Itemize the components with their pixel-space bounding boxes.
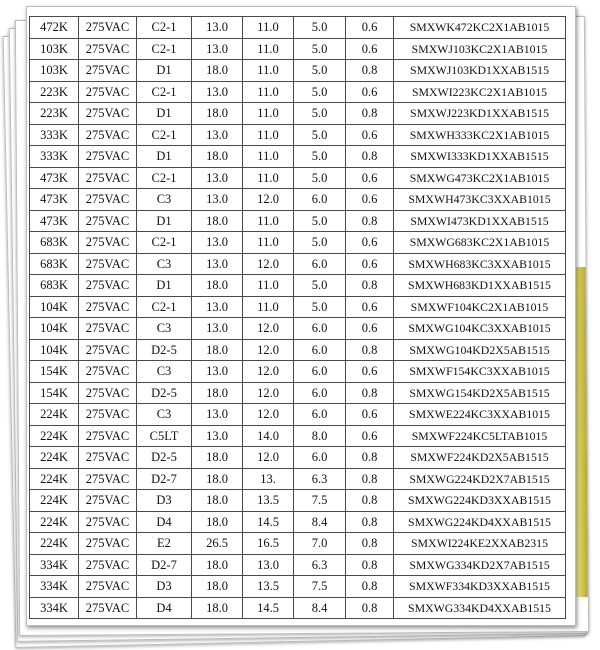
- dim-a-cell: 18.0: [192, 382, 243, 404]
- dim-c-cell: 6.0: [294, 189, 346, 211]
- dim-a-cell: 13.0: [192, 81, 243, 103]
- dim-b-cell: 12.0: [243, 404, 294, 426]
- dim-a-cell: 13.0: [192, 361, 243, 383]
- dim-b-cell: 16.5: [243, 533, 294, 555]
- capacitance-code-cell: 683K: [30, 253, 79, 275]
- table-row: [30, 490, 566, 512]
- capacitance-code-cell: 334K: [30, 576, 79, 598]
- part-number-cell: SMXWG334KD2X7AB1515: [394, 554, 566, 576]
- voltage-cell: 275VAC: [79, 339, 137, 361]
- dim-b-cell: 12.0: [243, 382, 294, 404]
- table-row: [30, 189, 566, 211]
- capacitance-code-cell: 154K: [30, 361, 79, 383]
- part-number-cell: SMXWG104KD2X5AB1515: [394, 339, 566, 361]
- voltage-cell: 275VAC: [79, 533, 137, 555]
- size-code-cell: C2-1: [137, 38, 192, 60]
- part-number-cell: SMXWF224KD2X5AB1515: [394, 447, 566, 469]
- table-row: [30, 38, 566, 60]
- dim-d-cell: 0.8: [346, 533, 394, 555]
- dim-c-cell: 6.0: [294, 382, 346, 404]
- part-number-cell: SMXWF104KC2X1AB1015: [394, 296, 566, 318]
- table-row: [30, 232, 566, 254]
- dim-a-cell: 26.5: [192, 533, 243, 555]
- dim-c-cell: 5.0: [294, 232, 346, 254]
- table-row: [30, 597, 566, 619]
- dim-d-cell: 0.6: [346, 81, 394, 103]
- dim-b-cell: 11.0: [243, 167, 294, 189]
- dim-d-cell: 0.8: [346, 103, 394, 125]
- dim-a-cell: 18.0: [192, 210, 243, 232]
- dim-a-cell: 18.0: [192, 275, 243, 297]
- size-code-cell: D2-5: [137, 339, 192, 361]
- size-code-cell: D1: [137, 275, 192, 297]
- capacitance-code-cell: 473K: [30, 167, 79, 189]
- size-code-cell: C5LT: [137, 425, 192, 447]
- dim-a-cell: 13.0: [192, 253, 243, 275]
- dim-d-cell: 0.8: [346, 468, 394, 490]
- voltage-cell: 275VAC: [79, 511, 137, 533]
- dim-d-cell: 0.6: [346, 232, 394, 254]
- dim-a-cell: 13.0: [192, 124, 243, 146]
- dim-b-cell: 11.0: [243, 124, 294, 146]
- dim-d-cell: 0.6: [346, 167, 394, 189]
- table-row: [30, 382, 566, 404]
- dim-a-cell: 18.0: [192, 146, 243, 168]
- dim-b-cell: 12.0: [243, 318, 294, 340]
- part-number-cell: SMXWH683KC3XXAB1015: [394, 253, 566, 275]
- dim-d-cell: 0.8: [346, 447, 394, 469]
- part-number-cell: SMXWG154KD2X5AB1515: [394, 382, 566, 404]
- size-code-cell: D2-5: [137, 447, 192, 469]
- voltage-cell: 275VAC: [79, 60, 137, 82]
- dim-d-cell: 0.6: [346, 189, 394, 211]
- size-code-cell: C3: [137, 404, 192, 426]
- spec-table-body: [30, 17, 566, 619]
- part-number-cell: SMXWG683KC2X1AB1015: [394, 232, 566, 254]
- part-number-cell: SMXWF334KD3XXAB1515: [394, 576, 566, 598]
- voltage-cell: 275VAC: [79, 103, 137, 125]
- voltage-cell: 275VAC: [79, 38, 137, 60]
- table-row: [30, 511, 566, 533]
- voltage-cell: 275VAC: [79, 253, 137, 275]
- dim-c-cell: 8.0: [294, 425, 346, 447]
- dim-b-cell: 14.0: [243, 425, 294, 447]
- table-row: [30, 554, 566, 576]
- dim-a-cell: 18.0: [192, 511, 243, 533]
- part-number-cell: SMXWH333KC2X1AB1015: [394, 124, 566, 146]
- capacitance-code-cell: 154K: [30, 382, 79, 404]
- dim-a-cell: 13.0: [192, 167, 243, 189]
- voltage-cell: 275VAC: [79, 554, 137, 576]
- dim-a-cell: 13.0: [192, 425, 243, 447]
- capacitance-code-cell: 103K: [30, 60, 79, 82]
- part-number-cell: SMXWH683KD1XXAB1515: [394, 275, 566, 297]
- size-code-cell: D2-5: [137, 382, 192, 404]
- dim-d-cell: 0.6: [346, 38, 394, 60]
- dim-c-cell: 6.0: [294, 339, 346, 361]
- dim-a-cell: 13.0: [192, 17, 243, 39]
- table-row: [30, 17, 566, 39]
- size-code-cell: D1: [137, 60, 192, 82]
- capacitance-code-cell: 104K: [30, 296, 79, 318]
- dim-a-cell: 13.0: [192, 38, 243, 60]
- dim-a-cell: 13.0: [192, 404, 243, 426]
- table-row: [30, 468, 566, 490]
- size-code-cell: D1: [137, 103, 192, 125]
- capacitance-code-cell: 473K: [30, 189, 79, 211]
- dim-b-cell: 13.5: [243, 576, 294, 598]
- dim-b-cell: 12.0: [243, 189, 294, 211]
- dim-d-cell: 0.8: [346, 382, 394, 404]
- table-row: [30, 296, 566, 318]
- size-code-cell: C3: [137, 361, 192, 383]
- table-row: [30, 533, 566, 555]
- dim-c-cell: 8.4: [294, 597, 346, 619]
- table-row: [30, 576, 566, 598]
- dim-d-cell: 0.8: [346, 275, 394, 297]
- size-code-cell: C3: [137, 253, 192, 275]
- voltage-cell: 275VAC: [79, 275, 137, 297]
- dim-c-cell: 5.0: [294, 38, 346, 60]
- dim-a-cell: 18.0: [192, 490, 243, 512]
- dim-d-cell: 0.6: [346, 361, 394, 383]
- dim-c-cell: 6.0: [294, 361, 346, 383]
- dim-d-cell: 0.8: [346, 60, 394, 82]
- voltage-cell: 275VAC: [79, 17, 137, 39]
- dim-c-cell: 7.0: [294, 533, 346, 555]
- size-code-cell: C3: [137, 189, 192, 211]
- dim-c-cell: 6.3: [294, 468, 346, 490]
- capacitance-code-cell: 104K: [30, 339, 79, 361]
- dim-b-cell: 13.0: [243, 554, 294, 576]
- dim-b-cell: 13.: [243, 468, 294, 490]
- table-row: [30, 146, 566, 168]
- voltage-cell: 275VAC: [79, 81, 137, 103]
- dim-b-cell: 12.0: [243, 447, 294, 469]
- dim-a-cell: 18.0: [192, 103, 243, 125]
- voltage-cell: 275VAC: [79, 146, 137, 168]
- table-row: [30, 124, 566, 146]
- dim-c-cell: 5.0: [294, 296, 346, 318]
- part-number-cell: SMXWG224KD2X7AB1515: [394, 468, 566, 490]
- table-row: [30, 447, 566, 469]
- table-row: [30, 404, 566, 426]
- size-code-cell: C2-1: [137, 124, 192, 146]
- document-page: [26, 6, 576, 626]
- voltage-cell: 275VAC: [79, 490, 137, 512]
- size-code-cell: D3: [137, 490, 192, 512]
- voltage-cell: 275VAC: [79, 404, 137, 426]
- dim-d-cell: 0.6: [346, 404, 394, 426]
- dim-c-cell: 6.0: [294, 404, 346, 426]
- dim-c-cell: 6.0: [294, 318, 346, 340]
- dim-a-cell: 18.0: [192, 597, 243, 619]
- dim-d-cell: 0.6: [346, 296, 394, 318]
- voltage-cell: 275VAC: [79, 576, 137, 598]
- dim-d-cell: 0.8: [346, 511, 394, 533]
- dim-b-cell: 11.0: [243, 210, 294, 232]
- dim-c-cell: 8.4: [294, 511, 346, 533]
- voltage-cell: 275VAC: [79, 167, 137, 189]
- dim-d-cell: 0.6: [346, 253, 394, 275]
- dim-a-cell: 13.0: [192, 318, 243, 340]
- voltage-cell: 275VAC: [79, 189, 137, 211]
- size-code-cell: D1: [137, 146, 192, 168]
- dim-a-cell: 13.0: [192, 232, 243, 254]
- size-code-cell: C2-1: [137, 232, 192, 254]
- dim-a-cell: 18.0: [192, 60, 243, 82]
- dim-b-cell: 11.0: [243, 146, 294, 168]
- capacitance-code-cell: 334K: [30, 554, 79, 576]
- part-number-cell: SMXWI333KD1XXAB1515: [394, 146, 566, 168]
- dim-b-cell: 11.0: [243, 17, 294, 39]
- voltage-cell: 275VAC: [79, 124, 137, 146]
- dim-b-cell: 12.0: [243, 361, 294, 383]
- capacitance-code-cell: 224K: [30, 468, 79, 490]
- dim-b-cell: 12.0: [243, 339, 294, 361]
- dim-a-cell: 18.0: [192, 447, 243, 469]
- table-row: [30, 361, 566, 383]
- part-number-cell: SMXWI473KD1XXAB1515: [394, 210, 566, 232]
- part-number-cell: SMXWJ223KD1XXAB1515: [394, 103, 566, 125]
- capacitance-code-cell: 473K: [30, 210, 79, 232]
- part-number-cell: SMXWG224KD3XXAB1515: [394, 490, 566, 512]
- capacitance-code-cell: 224K: [30, 404, 79, 426]
- dim-b-cell: 11.0: [243, 103, 294, 125]
- dim-c-cell: 5.0: [294, 124, 346, 146]
- part-number-cell: SMXWI223KC2X1AB1015: [394, 81, 566, 103]
- dim-c-cell: 7.5: [294, 490, 346, 512]
- table-row: [30, 210, 566, 232]
- voltage-cell: 275VAC: [79, 232, 137, 254]
- capacitance-code-cell: 333K: [30, 124, 79, 146]
- part-number-cell: SMXWK472KC2X1AB1015: [394, 17, 566, 39]
- dim-b-cell: 13.5: [243, 490, 294, 512]
- capacitance-code-cell: 223K: [30, 103, 79, 125]
- capacitance-code-cell: 103K: [30, 38, 79, 60]
- dim-b-cell: 14.5: [243, 511, 294, 533]
- dim-b-cell: 11.0: [243, 81, 294, 103]
- dim-a-cell: 18.0: [192, 576, 243, 598]
- dim-d-cell: 0.8: [346, 576, 394, 598]
- table-row: [30, 275, 566, 297]
- part-number-cell: SMXWG473KC2X1AB1015: [394, 167, 566, 189]
- dim-d-cell: 0.8: [346, 146, 394, 168]
- dim-c-cell: 5.0: [294, 146, 346, 168]
- table-row: [30, 253, 566, 275]
- dim-d-cell: 0.6: [346, 124, 394, 146]
- size-code-cell: E2: [137, 533, 192, 555]
- capacitance-code-cell: 683K: [30, 275, 79, 297]
- table-row: [30, 60, 566, 82]
- table-row: [30, 318, 566, 340]
- part-number-cell: SMXWJ103KC2X1AB1015: [394, 38, 566, 60]
- dim-d-cell: 0.6: [346, 318, 394, 340]
- capacitance-code-cell: 224K: [30, 511, 79, 533]
- voltage-cell: 275VAC: [79, 361, 137, 383]
- dim-b-cell: 11.0: [243, 296, 294, 318]
- voltage-cell: 275VAC: [79, 597, 137, 619]
- dim-c-cell: 5.0: [294, 167, 346, 189]
- dim-d-cell: 0.8: [346, 210, 394, 232]
- dim-c-cell: 6.0: [294, 447, 346, 469]
- voltage-cell: 275VAC: [79, 425, 137, 447]
- capacitance-code-cell: 223K: [30, 81, 79, 103]
- dim-b-cell: 11.0: [243, 60, 294, 82]
- dim-d-cell: 0.8: [346, 597, 394, 619]
- voltage-cell: 275VAC: [79, 210, 137, 232]
- dim-c-cell: 6.0: [294, 253, 346, 275]
- dim-b-cell: 14.5: [243, 597, 294, 619]
- size-code-cell: D4: [137, 511, 192, 533]
- size-code-cell: D2-7: [137, 468, 192, 490]
- dim-a-cell: 13.0: [192, 189, 243, 211]
- size-code-cell: D3: [137, 576, 192, 598]
- dim-a-cell: 13.0: [192, 296, 243, 318]
- size-code-cell: D1: [137, 210, 192, 232]
- size-code-cell: C2-1: [137, 167, 192, 189]
- capacitance-code-cell: 224K: [30, 447, 79, 469]
- size-code-cell: D4: [137, 597, 192, 619]
- size-code-cell: C2-1: [137, 81, 192, 103]
- capacitor-spec-table: [29, 16, 566, 619]
- dim-d-cell: 0.8: [346, 490, 394, 512]
- table-row: [30, 167, 566, 189]
- dim-d-cell: 0.8: [346, 554, 394, 576]
- part-number-cell: SMXWG224KD4XXAB1515: [394, 511, 566, 533]
- voltage-cell: 275VAC: [79, 468, 137, 490]
- voltage-cell: 275VAC: [79, 447, 137, 469]
- part-number-cell: SMXWF154KC3XXAB1015: [394, 361, 566, 383]
- part-number-cell: SMXWI224KE2XXAB2315: [394, 533, 566, 555]
- part-number-cell: SMXWF224KC5LTAB1015: [394, 425, 566, 447]
- part-number-cell: SMXWH473KC3XXAB1015: [394, 189, 566, 211]
- capacitance-code-cell: 333K: [30, 146, 79, 168]
- capacitance-code-cell: 224K: [30, 533, 79, 555]
- part-number-cell: SMXWG104KC3XXAB1015: [394, 318, 566, 340]
- dim-c-cell: 6.3: [294, 554, 346, 576]
- part-number-cell: SMXWE224KC3XXAB1015: [394, 404, 566, 426]
- dim-c-cell: 5.0: [294, 210, 346, 232]
- capacitance-code-cell: 334K: [30, 597, 79, 619]
- capacitance-code-cell: 104K: [30, 318, 79, 340]
- dim-a-cell: 18.0: [192, 468, 243, 490]
- table-row: [30, 103, 566, 125]
- dim-c-cell: 5.0: [294, 81, 346, 103]
- capacitance-code-cell: 472K: [30, 17, 79, 39]
- dim-b-cell: 12.0: [243, 253, 294, 275]
- dim-c-cell: 5.0: [294, 60, 346, 82]
- capacitance-code-cell: 224K: [30, 490, 79, 512]
- dim-a-cell: 18.0: [192, 554, 243, 576]
- dim-c-cell: 5.0: [294, 103, 346, 125]
- voltage-cell: 275VAC: [79, 318, 137, 340]
- dim-c-cell: 5.0: [294, 17, 346, 39]
- size-code-cell: C2-1: [137, 17, 192, 39]
- size-code-cell: C2-1: [137, 296, 192, 318]
- capacitance-code-cell: 683K: [30, 232, 79, 254]
- capacitance-code-cell: 224K: [30, 425, 79, 447]
- dim-b-cell: 11.0: [243, 232, 294, 254]
- dim-d-cell: 0.8: [346, 339, 394, 361]
- dim-d-cell: 0.6: [346, 425, 394, 447]
- voltage-cell: 275VAC: [79, 296, 137, 318]
- dim-c-cell: 7.5: [294, 576, 346, 598]
- part-number-cell: SMXWG334KD4XXAB1515: [394, 597, 566, 619]
- table-row: [30, 81, 566, 103]
- dim-c-cell: 5.0: [294, 275, 346, 297]
- table-row: [30, 425, 566, 447]
- dim-b-cell: 11.0: [243, 38, 294, 60]
- voltage-cell: 275VAC: [79, 382, 137, 404]
- dim-a-cell: 18.0: [192, 339, 243, 361]
- size-code-cell: D2-7: [137, 554, 192, 576]
- table-row: [30, 339, 566, 361]
- part-number-cell: SMXWJ103KD1XXAB1515: [394, 60, 566, 82]
- size-code-cell: C3: [137, 318, 192, 340]
- dim-d-cell: 0.6: [346, 17, 394, 39]
- dim-b-cell: 11.0: [243, 275, 294, 297]
